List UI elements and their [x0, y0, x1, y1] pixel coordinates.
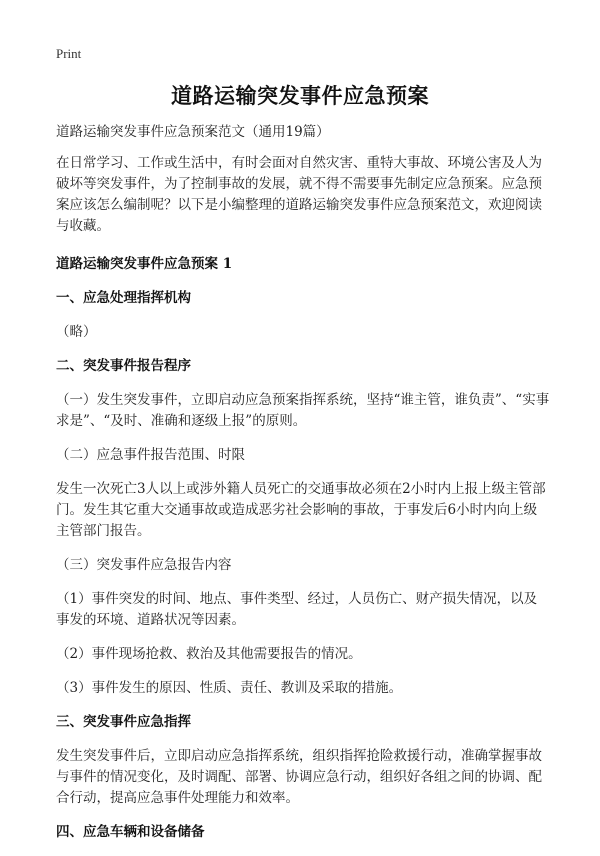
section-title: 道路运输突发事件应急预案 1 — [56, 256, 233, 272]
subtitle: 道路运输突发事件应急预案范文（通用19篇） — [56, 124, 330, 140]
command-structure-text: （略） — [56, 324, 97, 340]
reporting-paragraph-1: （一）发生突发事件，立即启动应急预案指挥系统，坚持“谁主管，谁负责”、“实事求是”、“及时、准确和逐级上报”的原则。 — [56, 392, 550, 429]
intro-paragraph: 在日常学习、工作或生活中，有时会面对自然灾害、重特大事故、环境公害及人为破坏等突发事件，为了控制事故的发展，就不得不需要事先制定应急预案。应急预案应该怎么编制呢？以下是小编整理的道路运输突发事件应急预案范文，欢迎阅读与收藏。 — [56, 155, 542, 234]
document-title: 道路运输突发事件应急预案 — [171, 83, 429, 108]
heading-command-structure: 一、应急处理指挥机构 — [56, 290, 191, 306]
reporting-paragraph-3: 发生一次死亡3人以上或涉外籍人员死亡的交通事故必须在2小时内上报上级主管部门。发生其它重大交通事故或造成恶劣社会影响的事故，于事发后6小时内向上级主管部门报告。 — [56, 481, 546, 539]
reporting-paragraph-7: （3）事件发生的原因、性质、责任、教训及采取的措施。 — [56, 680, 403, 696]
reporting-paragraph-6: （2）事件现场抢救、救治及其他需要报告的情况。 — [56, 646, 362, 662]
reporting-paragraph-4: （三）突发事件应急报告内容 — [56, 557, 232, 573]
emergency-command-paragraph: 发生突发事件后，立即启动应急指挥系统，组织指挥抢险救援行动，准确掌握事故与事件的情况变化，及时调配、部署、协调应急行动，组织好各组之间的协调、配合行动，提高应急事件处理能力和效率。 — [56, 748, 542, 806]
heading-emergency-command: 三、突发事件应急指挥 — [56, 714, 191, 730]
print-link[interactable]: Print — [56, 46, 82, 61]
reporting-paragraph-5: （1）事件突发的时间、地点、事件类型、经过，人员伤亡、财产损失情况，以及事发的环境、道路状况等因素。 — [56, 591, 538, 628]
heading-vehicle-reserve: 四、应急车辆和设备储备 — [56, 824, 205, 840]
reporting-paragraph-2: （二）应急事件报告范围、时限 — [56, 447, 245, 463]
document-body — [56, 122, 550, 856]
heading-reporting-procedure: 二、突发事件报告程序 — [56, 358, 191, 374]
